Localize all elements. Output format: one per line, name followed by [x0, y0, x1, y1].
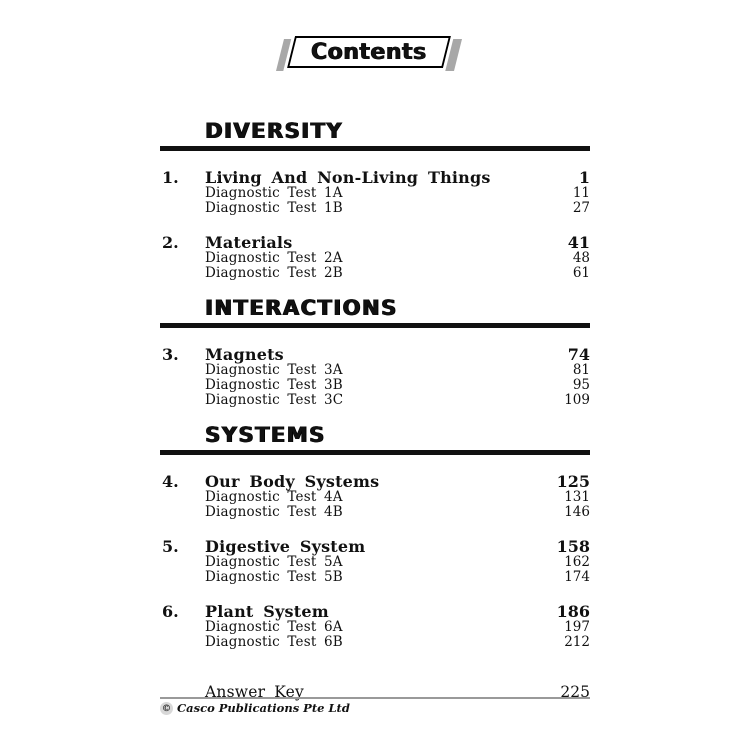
subitem-row: [160, 186, 590, 201]
page-number: 197: [564, 619, 590, 635]
page-title-banner: [0, 36, 737, 70]
chapter-entry: [160, 169, 590, 216]
subitem-label: Diagnostic Test 5A: [205, 554, 343, 570]
page-number: 162: [564, 554, 590, 570]
chapter-row: [160, 346, 590, 363]
subitem-label: Diagnostic Test 3A: [205, 362, 343, 378]
page-number: 212: [564, 634, 590, 650]
chapter-entry: [160, 538, 590, 585]
subitem-label: Diagnostic Test 5B: [205, 569, 343, 585]
subitem-row: [160, 490, 590, 505]
chapter-entry: [160, 346, 590, 408]
subitem-row: [160, 393, 590, 408]
copyright-text: Casco Publications Pte Ltd: [177, 701, 350, 715]
page-number: 125: [556, 472, 590, 491]
page-number: 41: [567, 233, 590, 252]
subitem-label: Diagnostic Test 2A: [205, 250, 343, 266]
subitem-row: [160, 635, 590, 650]
page-number: 186: [556, 602, 590, 621]
chapter-number: 6.: [162, 602, 179, 621]
subitem-label: Diagnostic Test 1A: [205, 185, 343, 201]
subitem-row: [160, 378, 590, 393]
page-number: 109: [564, 392, 590, 408]
toc-section: [160, 424, 590, 650]
subitem-label: Diagnostic Test 3B: [205, 377, 343, 393]
section-rule: [160, 323, 590, 328]
footer-divider: [160, 697, 590, 699]
copyright-notice: [160, 701, 590, 715]
subitem-row: [160, 570, 590, 585]
subitem-label: Diagnostic Test 1B: [205, 200, 343, 216]
chapter-title: Plant System: [205, 602, 329, 621]
page-number: 27: [572, 200, 590, 216]
subitem-label: Diagnostic Test 4B: [205, 504, 343, 520]
banner-box: [287, 36, 451, 68]
chapter-title: Our Body Systems: [205, 472, 380, 491]
page-number: 48: [572, 250, 590, 266]
chapter-row: [160, 538, 590, 555]
subitem-row: [160, 251, 590, 266]
subitem-row: [160, 555, 590, 570]
chapter-title: Digestive System: [205, 537, 366, 556]
subitem-row: [160, 505, 590, 520]
page-number: 11: [572, 185, 590, 201]
chapter-entry: [160, 234, 590, 281]
section-heading: SYSTEMS: [205, 423, 326, 447]
page-number: 95: [572, 377, 590, 393]
table-of-contents: [160, 120, 590, 701]
subitem-row: [160, 363, 590, 378]
page-number: 1: [578, 168, 590, 187]
page-title: Contents: [310, 39, 427, 65]
chapter-number: 5.: [162, 537, 179, 556]
subitem-label: Diagnostic Test 6B: [205, 634, 343, 650]
chapter-entry: [160, 603, 590, 650]
chapter-row: [160, 169, 590, 186]
page-number: 61: [572, 265, 590, 281]
subitem-label: Answer Key: [205, 683, 304, 701]
chapter-title: Magnets: [205, 345, 284, 364]
subitem-label: Diagnostic Test 4A: [205, 489, 343, 505]
page-number: 146: [564, 504, 590, 520]
chapter-number: 3.: [162, 345, 179, 364]
section-heading: DIVERSITY: [205, 119, 343, 143]
page-number: 74: [567, 345, 590, 364]
chapter-title: Materials: [205, 233, 293, 252]
subitem-label: Diagnostic Test 2B: [205, 265, 343, 281]
chapter-number: 1.: [162, 168, 179, 187]
section-rule: [160, 450, 590, 455]
subitem-label: Diagnostic Test 3C: [205, 392, 344, 408]
subitem-row: [160, 201, 590, 216]
chapter-row: [160, 603, 590, 620]
page-number: 174: [564, 569, 590, 585]
subitem-label: Diagnostic Test 6A: [205, 619, 343, 635]
toc-section: [160, 120, 590, 281]
chapter-row: [160, 234, 590, 251]
chapter-title: Living And Non-Living Things: [205, 168, 491, 187]
subitem-row: [160, 620, 590, 635]
page-number: 81: [572, 362, 590, 378]
toc-section: [160, 297, 590, 408]
page-number: 131: [564, 489, 590, 505]
subitem-row: [160, 266, 590, 281]
chapter-number: 4.: [162, 472, 179, 491]
page-number: 158: [556, 537, 590, 556]
chapter-entry: [160, 473, 590, 520]
section-heading: INTERACTIONS: [205, 296, 398, 320]
section-rule: [160, 146, 590, 151]
copyright-icon: ©: [161, 702, 172, 714]
page-footer: [160, 697, 590, 715]
page-number: 225: [560, 683, 590, 701]
chapter-row: [160, 473, 590, 490]
chapter-number: 2.: [162, 233, 179, 252]
